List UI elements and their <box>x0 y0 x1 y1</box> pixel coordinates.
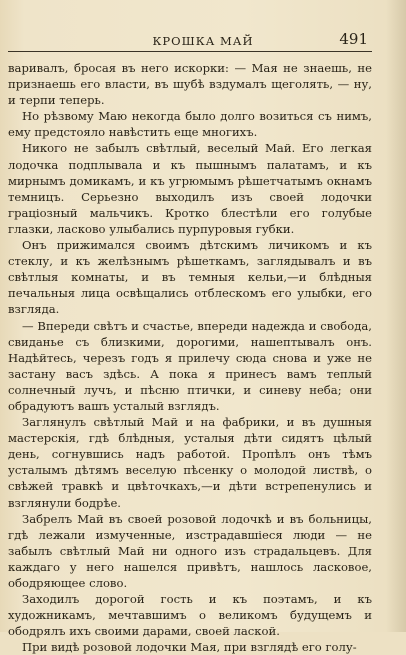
page-body <box>8 60 372 655</box>
paragraph: Онъ прижимался своимъ дѣтскимъ личикомъ и къ стеклу, и къ желѣзнымъ рѣшеткамъ, заглядывалъ и въ свѣтлыя комнаты, и въ темныя кельи,—и блѣдныя печальныя лица освѣщались отблескомъ его улыбки, его взгляда. <box>8 238 372 317</box>
page-number: 491 <box>339 30 368 48</box>
paragraph: Никого не забылъ свѣтлый, веселый Май. Его легкая лодочка подплывала и къ пышнымъ палатамъ, и къ мирнымъ домикамъ, и къ угрюмымъ рѣшетчатымъ окнамъ темницъ. Серьезно выходилъ изъ своей лодочки граціозный мальчикъ. Кротко блестѣли его голубые глазки, ласково улыбались пурпуровыя губки. <box>8 141 372 236</box>
paragraph: При видѣ розовой лодочки Мая, при взглядѣ его голу- <box>22 640 357 655</box>
paragraph: Забрелъ Май въ своей розовой лодочкѣ и въ больницы, гдѣ лежали измученные, изстрадавшіеся люди — не забылъ свѣтлый Май ни одного изъ страдальцевъ. Для каждаго у него нашелся привѣтъ, нашлось ласковое, ободряющее слово. <box>8 511 372 590</box>
paragraph-continued: варивалъ, бросая въ него искорки: — Мая не знаешь, не признаешь его власти, въ шубѣ вздумалъ щеголять, — ну, и терпи теперь. <box>8 61 372 108</box>
paragraph: Заглянулъ свѣтлый Май и на фабрики, и въ душныя мастерскія, гдѣ блѣдныя, усталыя дѣти сидятъ цѣлый день, согнувшись надъ работой. Пропѣлъ онъ тѣмъ усталымъ дѣтямъ веселую пѣсенку о молодой листвѣ, о свѣжей травкѣ и цвѣточкахъ,—и дѣти встрепенулись и взглянули бодрѣе. <box>8 415 372 510</box>
paragraph: Заходилъ дорогой гость и къ поэтамъ, и къ художникамъ, мечтавшимъ о великомъ будущемъ и ободрялъ ихъ своими дарами, своей лаской. <box>8 592 372 639</box>
paragraph: — Впереди свѣтъ и счастье, впереди надежда и свобода, свиданье съ близкими, дорогими, нашептывалъ онъ. Надѣйтесь, черезъ годъ я прилечу сюда снова и уже не застану васъ здѣсь. А пока я принесъ вамъ теплый солнечный лучъ, и пѣсню птички, и синеву неба; они обрадуютъ вашъ усталый взглядъ. <box>8 318 372 413</box>
page-edge-shadow <box>386 0 406 632</box>
running-title: КРОШКА МАЙ <box>152 34 254 48</box>
header-rule <box>8 51 372 52</box>
paragraph: Но рѣзвому Маю некогда было долго возиться съ нимъ, ему предстояло навѣстить еще многихъ. <box>8 109 372 140</box>
